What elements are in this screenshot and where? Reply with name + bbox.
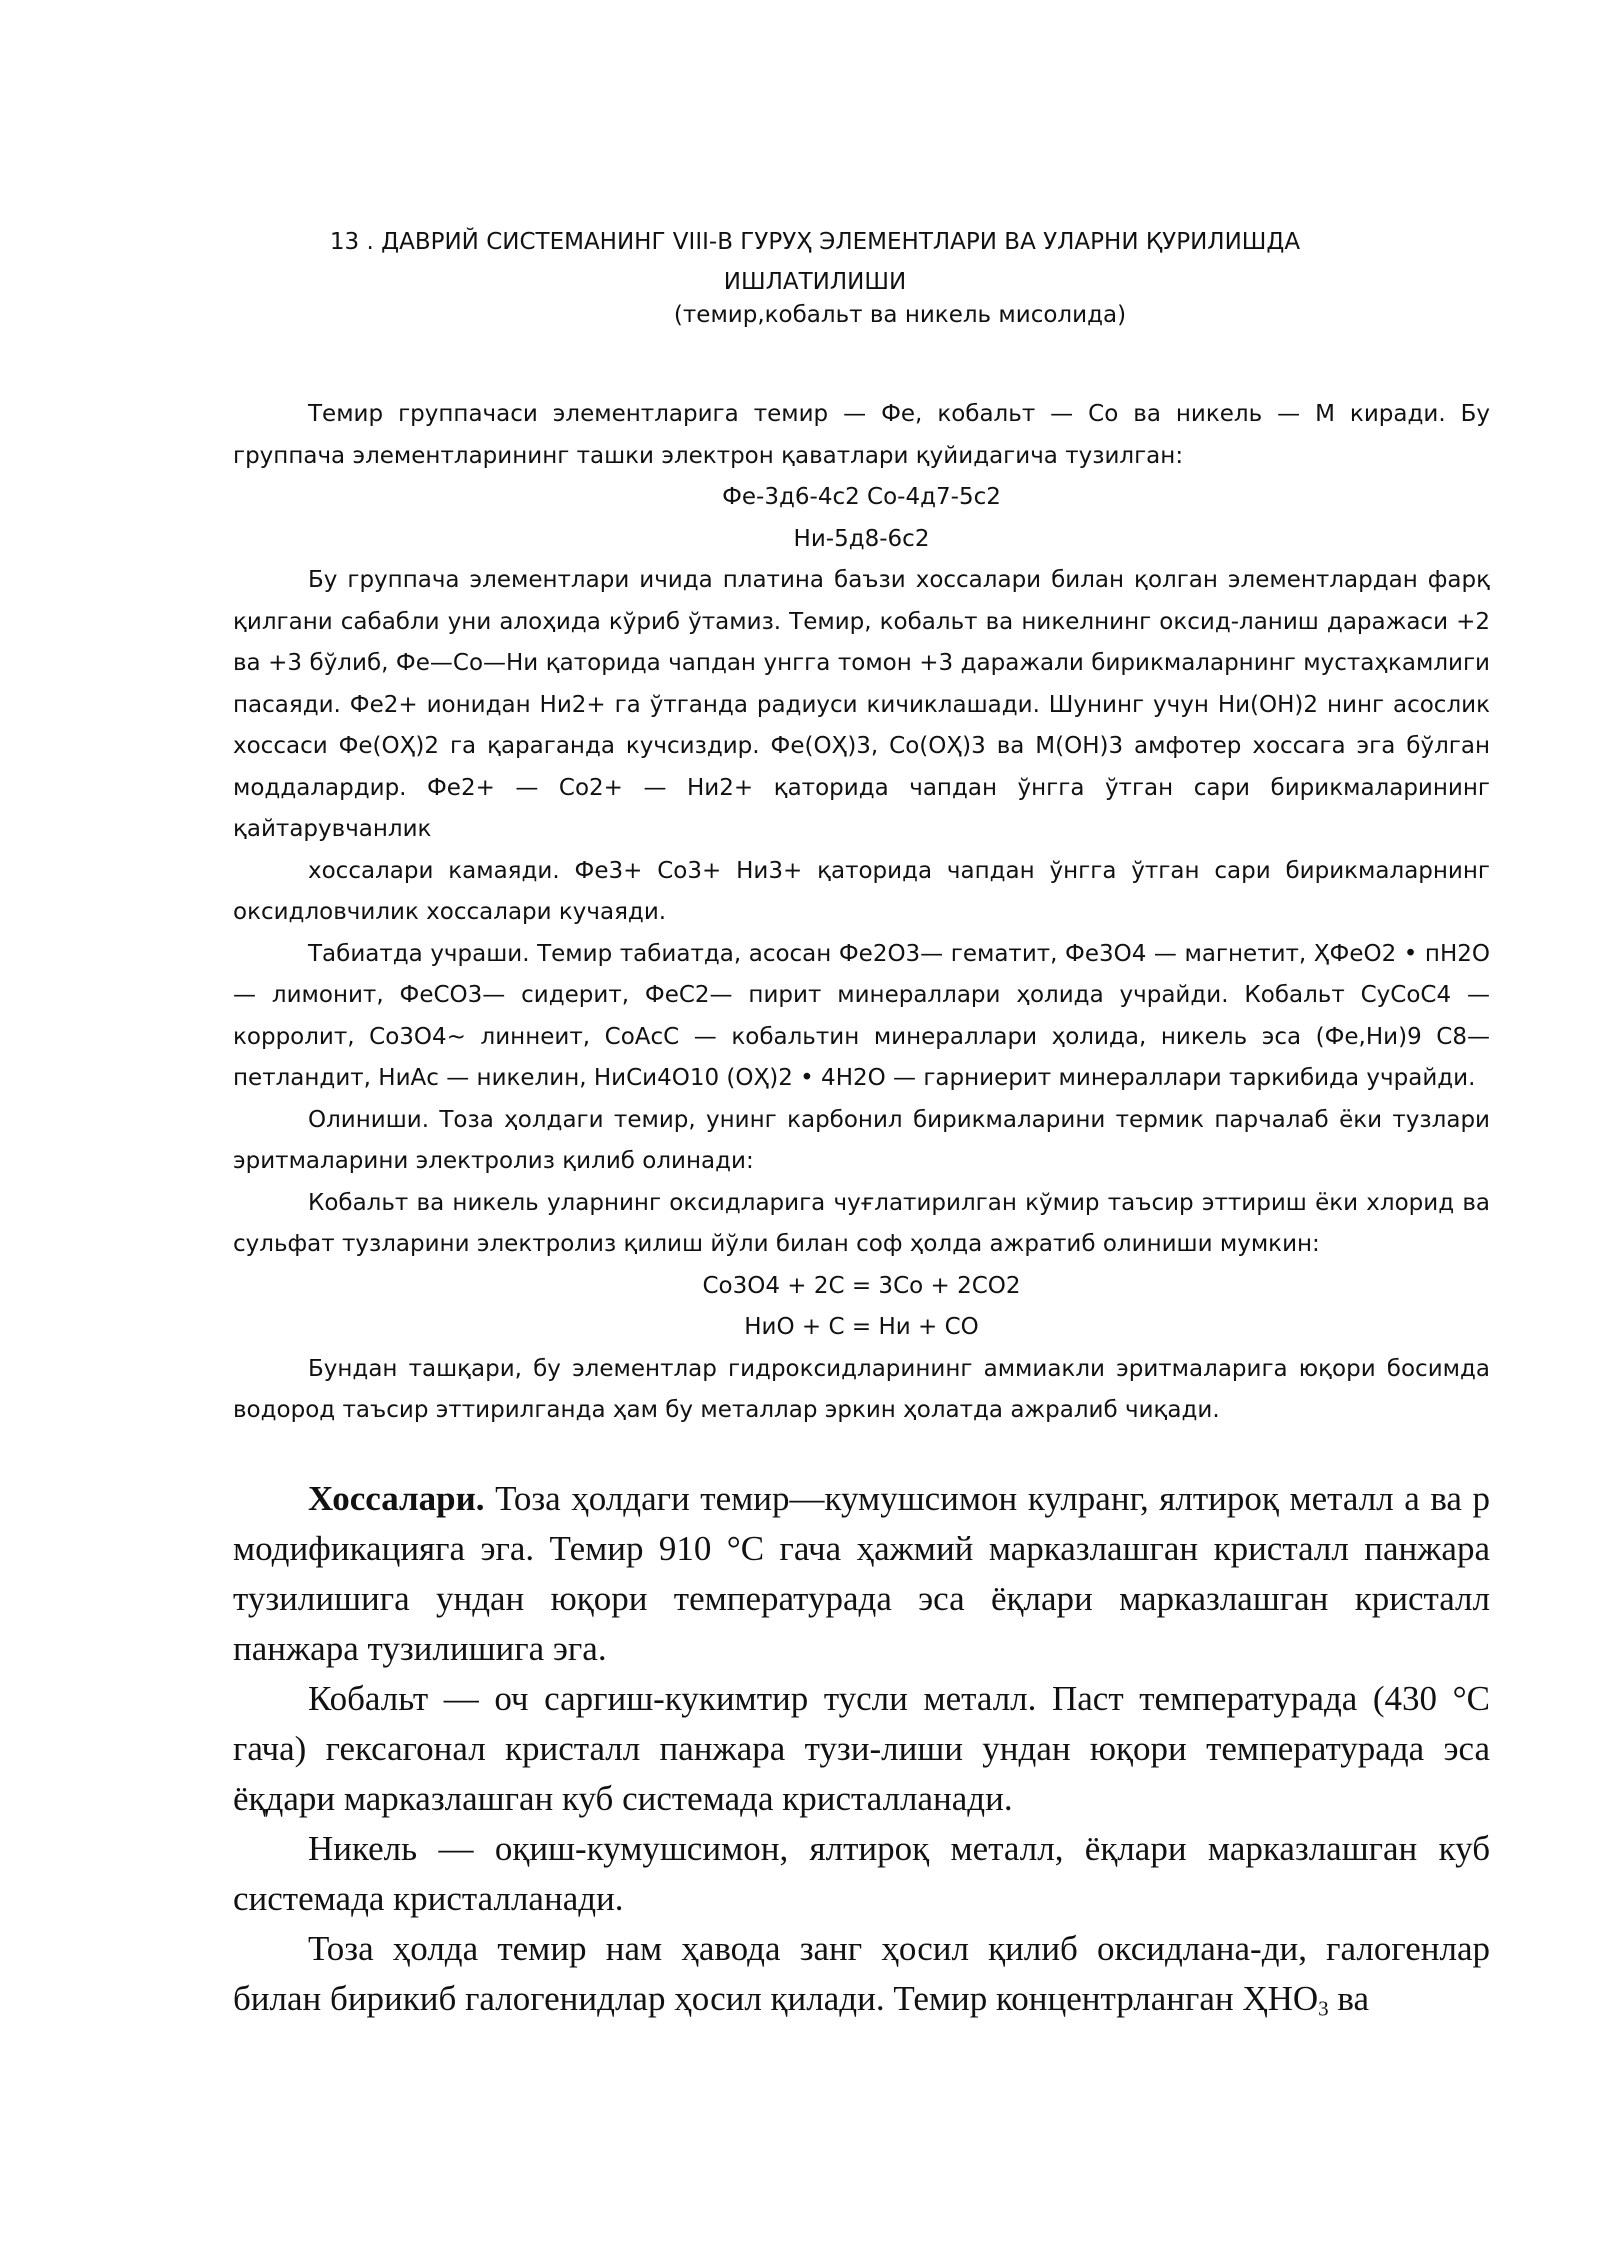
page-subtitle: (темир,кобальт ва никель мисолида) <box>673 302 1127 328</box>
paragraph-production: Олиниши. Тоза ҳолдаги темир, унинг карбонил бирикмаларини термик парчалаб ёки тузлари эритмаларини электролиз қилиб олинади: <box>233 1106 1490 1174</box>
section-intro <box>233 394 1490 1432</box>
formula-electron-1: Фе-3д6-4с2 Со-4д7-5с2 <box>722 484 1001 510</box>
formula-electron-2: Ни-5д8-6с2 <box>793 525 930 552</box>
paragraph-nickel-properties: Никель — оқиш-кумушсимон, ялтироқ металл, ёқлари марказлашган куб системада кристалланади. <box>233 1829 1490 1918</box>
paragraph-iron-reactions <box>233 1924 1490 2033</box>
iron-properties-text: Тоза ҳолдаги темир—кумушсимон кулранг, ялтироқ металл а ва р модификацияга эга. Темир 910 °С гача ҳажмий марказлашган кристалл панжара тузилишига ундан юқори температурада эса ёқлари марказлашган кристалл панжара тузилишига эга. <box>233 1479 1490 1668</box>
subscript-3: 3 <box>1318 1996 1329 2021</box>
paragraph-iron-properties <box>233 1474 1490 1674</box>
paragraph-reducing: хоссалари камаяди. Фе3+ Со3+ Ни3+ қаторида чапдан ўнгга ўтган сари бирикмаларнинг оксидловчилик хоссалари кучаяди. <box>233 857 1490 925</box>
properties-heading: Хоссалари. <box>308 1479 485 1518</box>
paragraph-oxidation: Бу группача элементлари ичида платина баъзи хоссалари билан қолган элементлардан фарқ қилгани сабабли уни алоҳида кўриб ўтамиз. Темир, кобальт ва никелнинг оксид-ланиш даражаси +2 ва +3 бўлиб, Фе—Со—Ни қаторида чапдан унгга томон +3 даражали бирикмаларнинг мустаҳкамлиги пасаяди. Фе2+ ионидан Ни2+ га ўтганда радиуси кичиклашади. Шунинг учун Ни(ОН)2 нинг асослик хоссаси Фе(ОҲ)2 га қараганда кучсиздир. Фе(ОҲ)3, Со(ОҲ)3 ва М(ОН)3 амфотер хоссага эга бўлган моддалардир. Фе2+ — Со2+ — Ни2+ қаторида чапдан ўнгга ўтган сари бирикмаларининг қайтарувчанлик <box>233 567 1490 842</box>
paragraph-cobalt-properties: Кобальт — оч саргиш-кукимтир тусли металл. Паст температурада (430 °С гача) гексагонал кристалл панжара тузи-лиши ундан юқори температурада эса ёқдари марказлашган куб системада кристалланади. <box>233 1679 1490 1818</box>
title-line-1: 13 . ДАВРИЙ СИСТЕМАНИНГ VIII-В ГУРУҲ ЭЛЕМЕНТЛАРИ ВА УЛАРНИ ҚУРИЛИШДА <box>329 229 1301 255</box>
paragraph-group-elements: Темир группачаси элементларига темир — Фе, кобальт — Со ва никель — М киради. Бу группача элементларининг ташки электрон қаватлари қуйидагича тузилган: <box>233 401 1490 469</box>
paragraph-hydrogen: Бундан ташқари, бу элементлар гидроксидларининг аммиакли эритмаларига юқори босимда водород таъсир эттирилганда ҳам бу металлар эркин ҳолатда ажралиб чиқади. <box>233 1355 1490 1423</box>
paragraph-occurrence: Табиатда учраши. Темир табиатда, асосан Фе2О3— гематит, Фе3О4 — магнетит, ҲФеО2 • пН2О — лимонит, ФеСО3— сидерит, ФеС2— пирит минераллари ҳолида учрайди. Кобальт СуСоС4 — корролит, Со3О4~ линнеит, СоАсС — кобальтин минераллари ҳолида, никель эса (Фе,Ни)9 С8— петландит, НиАс — никелин, НиСи4О10 (ОҲ)2 • 4Н2О — гарниерит минераллари таркибида учрайди. <box>233 940 1490 1091</box>
iron-reactions-end: ва <box>1328 1979 1370 2018</box>
paragraph-cobalt-nickel: Кобальт ва никель уларнинг оксидларига чуғлатирилган кўмир таъсир эттириш ёки хлорид ва сульфат тузларини электролиз қилиш йўли билан соф ҳолда ажратиб олиниши мумкин: <box>233 1189 1490 1257</box>
formula-reaction-1: Со3О4 + 2С = 3Со + 2СО2 <box>702 1272 1021 1299</box>
section-properties <box>233 1474 1490 2033</box>
iron-reactions-text: Тоза ҳолда темир нам ҳавода занг ҳосил қилиб оксидлана-ди, галогенлар билан бирикиб галогенидлар ҳосил қилади. Темир концентрланган ҲНО <box>233 1929 1490 2018</box>
title-line-2: ИШЛАТИЛИШИ <box>723 269 907 295</box>
page-title <box>230 222 1400 302</box>
formula-reaction-2: НиО + С = Ни + СО <box>744 1314 979 1340</box>
